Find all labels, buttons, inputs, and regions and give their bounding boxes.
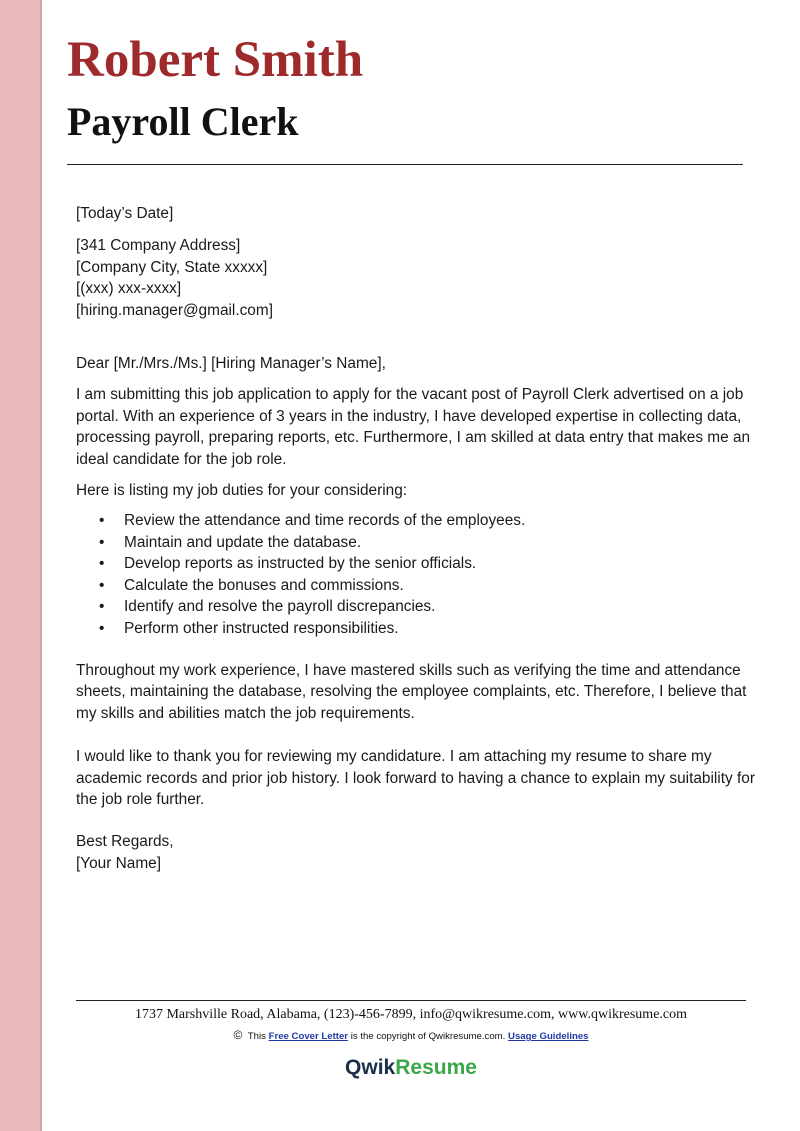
bullet-icon: • <box>99 533 105 551</box>
header-divider <box>67 164 743 165</box>
address-line: [Company City, State xxxxx] <box>76 258 268 276</box>
letter-date: [Today’s Date] <box>76 205 174 222</box>
footer-divider <box>76 1000 746 1001</box>
list-item <box>76 596 756 617</box>
recipient-address <box>76 235 756 321</box>
address-line: [hiring.manager@gmail.com] <box>76 301 273 319</box>
side-decorative-band <box>0 0 42 1131</box>
bullet-icon: • <box>99 619 105 637</box>
job-title: Payroll Clerk <box>67 99 299 144</box>
address-line: [(xxx) xxx-xxxx] <box>76 280 182 298</box>
bullet-icon: • <box>99 576 105 594</box>
logo-part-qwik: Qwik <box>345 1056 396 1079</box>
bullet-icon: • <box>99 555 105 573</box>
signature: [Your Name] <box>76 854 161 872</box>
duty-text: Calculate the bonuses and commissions. <box>124 576 404 594</box>
address-line: [341 Company Address] <box>76 237 241 255</box>
duties-intro: Here is listing my job duties for your considering: <box>76 482 408 500</box>
duty-text: Identify and resolve the payroll discrepancies. <box>124 598 436 616</box>
paragraph-closing: I would like to thank you for reviewing my candidature. I am attaching my resume to share my academic records and prior job history. I look forward to having a chance to explain my suitability for the job role further. <box>76 748 755 808</box>
usage-guidelines-link[interactable]: Usage Guidelines <box>508 1031 589 1042</box>
logo-part-resume: Resume <box>395 1056 477 1079</box>
duty-text: Develop reports as instructed by the senior officials. <box>124 555 477 573</box>
copyright-middle: is the copyright of Qwikresume.com. <box>350 1031 506 1042</box>
letter-body <box>76 203 756 874</box>
list-item <box>76 510 756 531</box>
paragraph-intro: I am submitting this job application to apply for the vacant post of Payroll Clerk advertised on a job portal. With an experience of 3 years in the industry, I have developed expertise in collecting data, processing payroll, preparing reports, etc. Furthermore, I am skilled at data entry that makes me an ideal candidate for the job role. <box>76 386 751 468</box>
duty-text: Perform other instructed responsibilities. <box>124 619 399 637</box>
duty-text: Review the attendance and time records of the employees. <box>124 512 526 530</box>
duty-text: Maintain and update the database. <box>124 533 362 551</box>
bullet-icon: • <box>99 598 105 616</box>
qwikresume-logo <box>76 1054 746 1082</box>
applicant-name: Robert Smith <box>67 32 364 88</box>
duties-list <box>76 510 756 638</box>
salutation: Dear [Mr./Mrs./Ms.] [Hiring Manager’s Name], <box>76 355 386 373</box>
free-cover-letter-link[interactable]: Free Cover Letter <box>268 1031 349 1042</box>
paragraph-skills: Throughout my work experience, I have mastered skills such as verifying the time and attendance sheets, maintaining the database, resolving the employee complaints, etc. Therefore, I believe that my skills and abilities match the job requirements. <box>76 661 747 722</box>
copyright-notice <box>76 1028 746 1044</box>
list-item <box>76 553 756 574</box>
list-item <box>76 532 756 553</box>
list-item <box>76 618 756 639</box>
copyright-icon: © <box>233 1028 243 1042</box>
copyright-prefix: This <box>247 1031 266 1042</box>
list-item <box>76 575 756 596</box>
closing: Best Regards, <box>76 833 174 851</box>
bullet-icon: • <box>99 512 105 530</box>
footer-contact: 1737 Marshville Road, Alabama, (123)-456-7899, info@qwikresume.com, www.qwikresume.com <box>134 1007 688 1022</box>
